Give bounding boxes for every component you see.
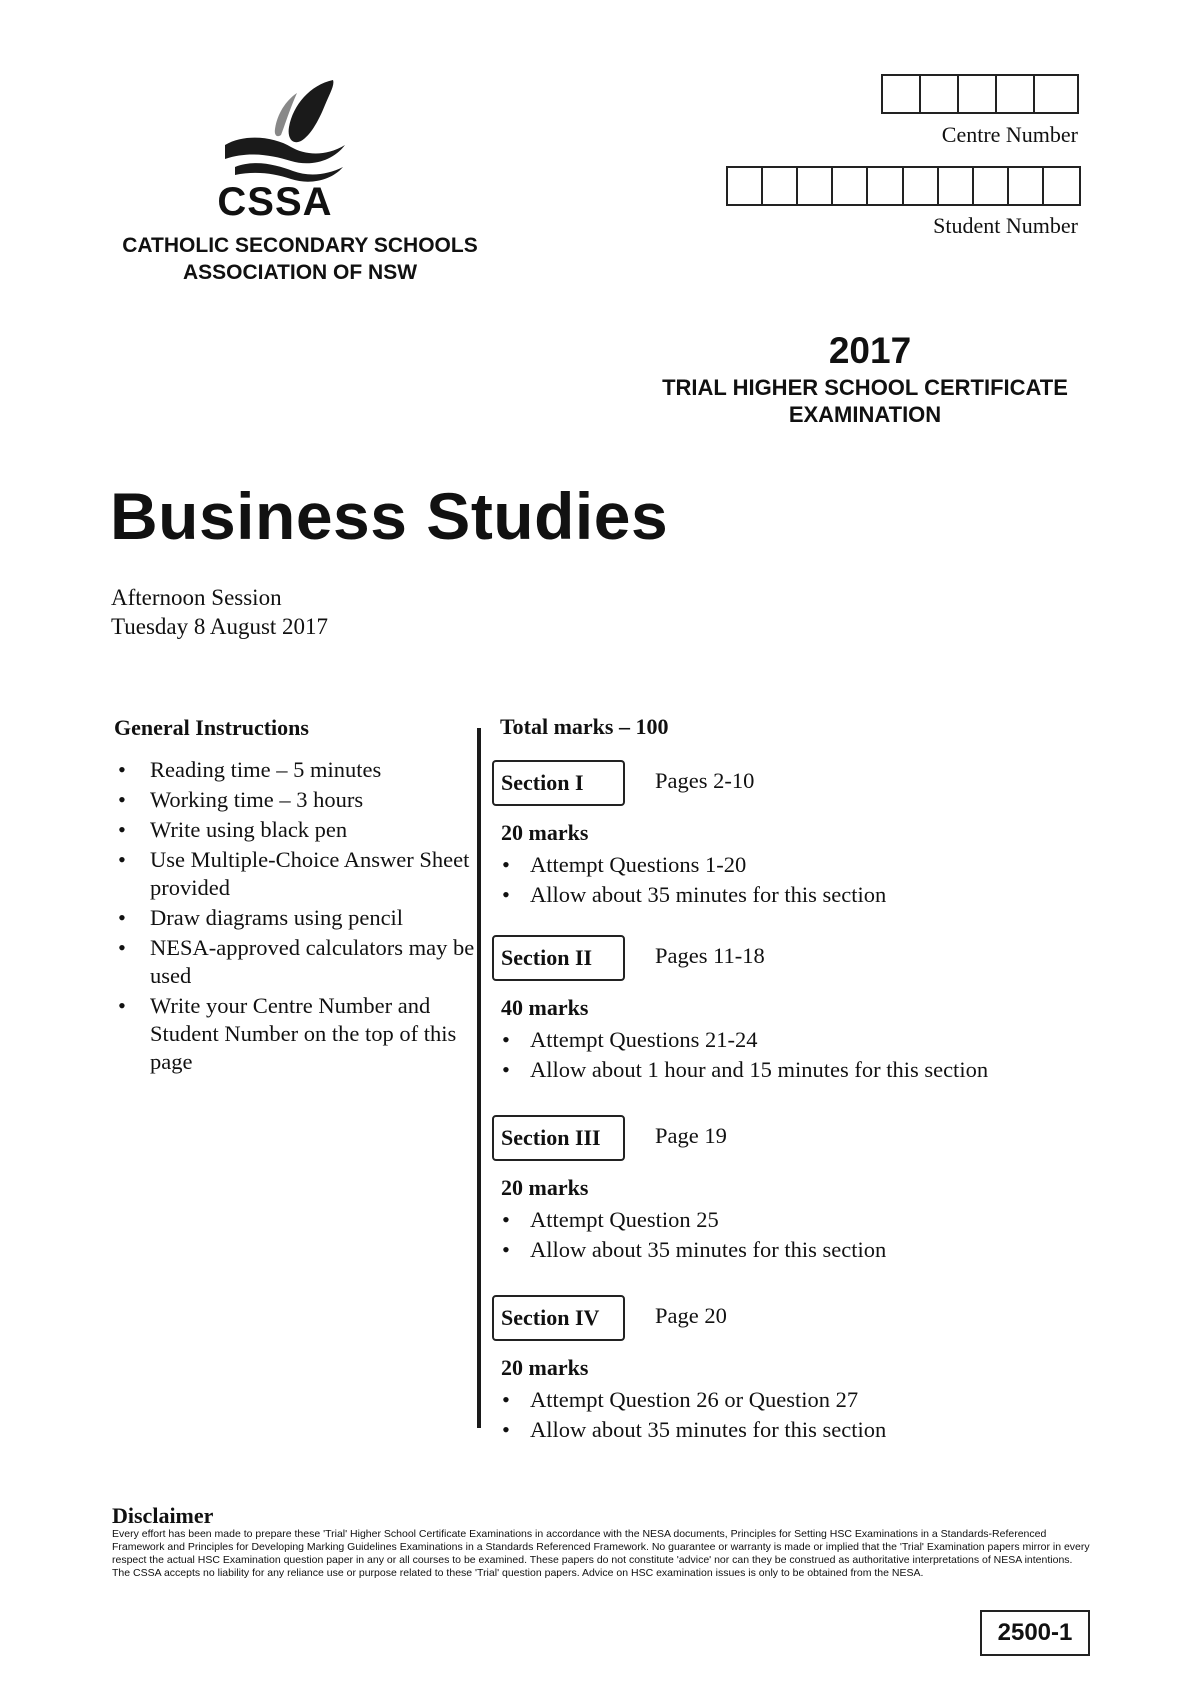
section-pages: Pages 11-18 bbox=[655, 943, 765, 968]
digit-box[interactable] bbox=[728, 168, 763, 204]
column-divider bbox=[477, 728, 481, 1428]
digit-box[interactable] bbox=[904, 168, 939, 204]
digit-box[interactable] bbox=[883, 76, 921, 112]
digit-box[interactable] bbox=[868, 168, 903, 204]
digit-box[interactable] bbox=[763, 168, 798, 204]
centre-number-boxes[interactable] bbox=[881, 74, 1079, 114]
section-instructions bbox=[492, 850, 1052, 910]
section-marks: 40 marks bbox=[501, 995, 589, 1020]
section-instructions bbox=[492, 1385, 1052, 1445]
section-label-box: Section III bbox=[492, 1115, 625, 1161]
section-instruction-item: • Allow about 35 minutes for this section bbox=[492, 880, 1052, 910]
general-instructions-heading: General Instructions bbox=[114, 715, 309, 740]
section-label-box: Section IV bbox=[492, 1295, 625, 1341]
student-number-boxes[interactable] bbox=[726, 166, 1081, 206]
digit-box[interactable] bbox=[921, 76, 959, 112]
section-marks: 20 marks bbox=[501, 1355, 589, 1380]
instruction-item: • Write your Centre Number and Student Number on the top of this page bbox=[114, 992, 484, 1076]
section-instruction-item: • Allow about 1 hour and 15 minutes for this section bbox=[492, 1055, 1052, 1085]
section-pages: Page 20 bbox=[655, 1303, 727, 1328]
instruction-item: • Working time – 3 hours bbox=[114, 786, 484, 814]
section-3 bbox=[492, 1115, 1052, 1265]
section-pages: Pages 2-10 bbox=[655, 768, 755, 793]
section-instruction-item: • Attempt Question 25 bbox=[492, 1205, 1052, 1235]
instruction-item: • Use Multiple-Choice Answer Sheet provided bbox=[114, 846, 484, 902]
total-marks: Total marks – 100 bbox=[500, 714, 669, 739]
exam-year: 2017 bbox=[828, 330, 912, 371]
exam-title-line1: TRIAL HIGHER SCHOOL CERTIFICATE bbox=[662, 375, 1068, 400]
section-instruction-item: • Allow about 35 minutes for this section bbox=[492, 1235, 1052, 1265]
instruction-item: • Reading time – 5 minutes bbox=[114, 756, 484, 784]
instruction-item: • Draw diagrams using pencil bbox=[114, 904, 484, 932]
org-name-line2: ASSOCIATION OF NSW bbox=[182, 261, 418, 284]
disclaimer-text: Every effort has been made to prepare these 'Trial' Higher School Certificate Examinations in accordance with the NESA documents, Principles for Setting HSC Examinations in a Standards-Referenced Framework and Principles for Developing Marking Guidelines Examinations in a Standards Referenced Framework. No guarantee or warranty is made or implied that the 'Trial' Examination papers mirror in every respect the actual HSC Examination question paper in any or all courses to be examined. These papers do not constitute 'advice' nor can they be construed as authoritative interpretations of NESA intentions. The CSSA accepts no liability for any reliance use or purpose related to these 'Trial' question papers. Advice on HSC examination issues is only to be obtained from the NESA. bbox=[112, 1528, 1090, 1579]
digit-box[interactable] bbox=[1044, 168, 1079, 204]
section-instruction-item: • Allow about 35 minutes for this section bbox=[492, 1415, 1052, 1445]
org-name-line1: CATHOLIC SECONDARY SCHOOLS bbox=[122, 234, 478, 257]
section-2 bbox=[492, 935, 1052, 1085]
org-name bbox=[100, 232, 500, 286]
general-instructions-list bbox=[114, 756, 484, 1078]
section-instructions bbox=[492, 1025, 1052, 1085]
section-instruction-item: • Attempt Questions 21-24 bbox=[492, 1025, 1052, 1055]
digit-box[interactable] bbox=[997, 76, 1035, 112]
org-abbreviation: CSSA bbox=[217, 180, 333, 224]
section-instruction-item: • Attempt Questions 1-20 bbox=[492, 850, 1052, 880]
student-number-label: Student Number bbox=[933, 213, 1078, 238]
instruction-item: • Write using black pen bbox=[114, 816, 484, 844]
digit-box[interactable] bbox=[833, 168, 868, 204]
section-1 bbox=[492, 760, 1052, 910]
disclaimer-heading: Disclaimer bbox=[112, 1503, 214, 1528]
section-marks: 20 marks bbox=[501, 1175, 589, 1200]
cssa-logo-icon bbox=[215, 75, 365, 195]
session-name: Afternoon Session bbox=[111, 585, 282, 610]
exam-title-line2: EXAMINATION bbox=[788, 402, 942, 427]
paper-code: 2500-1 bbox=[980, 1610, 1090, 1656]
digit-box[interactable] bbox=[798, 168, 833, 204]
section-instruction-item: • Attempt Question 26 or Question 27 bbox=[492, 1385, 1052, 1415]
section-label-box: Section II bbox=[492, 935, 625, 981]
centre-number-label: Centre Number bbox=[941, 122, 1078, 147]
digit-box[interactable] bbox=[1009, 168, 1044, 204]
section-instructions bbox=[492, 1205, 1052, 1265]
session-info bbox=[111, 583, 328, 641]
digit-box[interactable] bbox=[959, 76, 997, 112]
instruction-item: • NESA-approved calculators may be used bbox=[114, 934, 484, 990]
subject-title: Business Studies bbox=[110, 479, 669, 553]
section-marks: 20 marks bbox=[501, 820, 589, 845]
digit-box[interactable] bbox=[1035, 76, 1073, 112]
section-pages: Page 19 bbox=[655, 1123, 727, 1148]
session-date: Tuesday 8 August 2017 bbox=[111, 614, 329, 639]
section-label-box: Section I bbox=[492, 760, 625, 806]
section-4 bbox=[492, 1295, 1052, 1445]
digit-box[interactable] bbox=[939, 168, 974, 204]
digit-box[interactable] bbox=[974, 168, 1009, 204]
